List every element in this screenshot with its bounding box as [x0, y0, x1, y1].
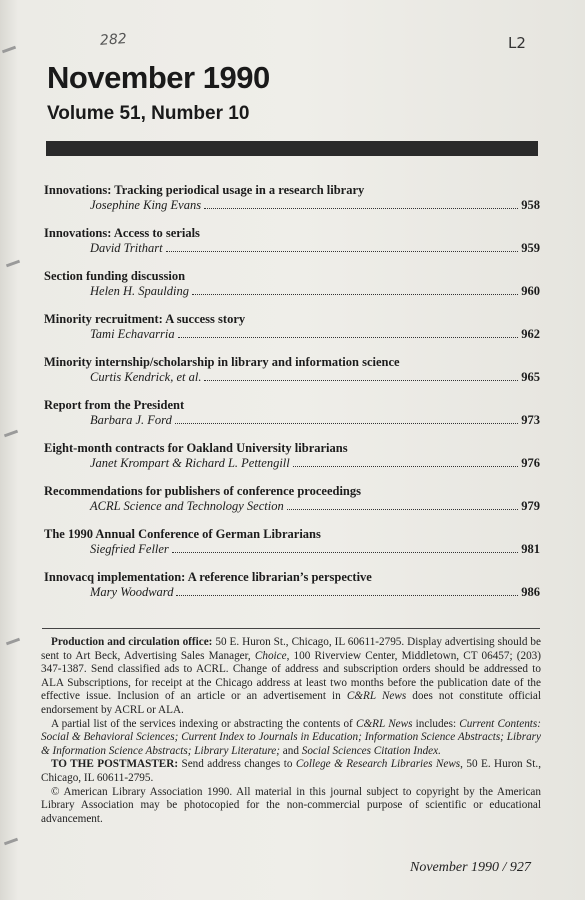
toc-entry-title: Eight-month contracts for Oakland University librarians: [44, 441, 348, 455]
leader-dots: [204, 379, 518, 381]
toc-entry-page: 962: [521, 327, 540, 341]
issue-title: November 1990: [47, 60, 270, 95]
toc-entry-page: 958: [521, 198, 540, 212]
leader-dots: [166, 250, 519, 252]
indexing-services: Current Contents: Social & Behavioral Sciences; Current Index to Journals in Education; Information Science Abstracts; Library & Information Science Abstracts; Library Literature;: [41, 717, 541, 757]
toc-entry[interactable]: [0, 355, 585, 395]
toc-entry-line: [90, 542, 540, 557]
toc-entry-page: 965: [521, 370, 540, 384]
indexing-text: includes:: [412, 717, 460, 730]
leader-dots: [204, 207, 518, 209]
toc-entry-title: Minority recruitment: A success story: [44, 312, 246, 326]
binding-mark: [4, 838, 18, 846]
toc-entry-author: Janet Krompart & Richard L. Pettengill: [90, 456, 290, 470]
toc-entry[interactable]: [0, 527, 585, 567]
production-office-text: 50 E. Huron St., Chicago, IL 60611-2795. Display advertising should be sent to Art Beck, Advertising Sales Manager,: [41, 636, 541, 662]
leader-dots: [178, 336, 519, 338]
indexing-paragraph: [41, 718, 541, 759]
binding-mark: [6, 638, 20, 646]
toc-entry[interactable]: [0, 312, 585, 352]
toc-entry[interactable]: [0, 226, 585, 266]
toc-entry-title: Innovacq implementation: A reference librarian’s perspective: [44, 570, 372, 584]
toc-entry-author: Helen H. Spaulding: [90, 284, 189, 298]
leader-dots: [172, 551, 518, 553]
toc-entry-page: 981: [521, 542, 540, 556]
leader-dots: [287, 508, 519, 510]
toc-entry-line: [90, 499, 540, 514]
toc-entry-author: Siegfried Feller: [90, 542, 169, 556]
publication-info: [41, 636, 541, 826]
choice-title: Choice: [254, 649, 287, 662]
toc-entry-line: [90, 198, 540, 213]
toc-entry[interactable]: [0, 269, 585, 309]
journal-title: College & Research Libraries News: [295, 758, 461, 771]
toc-entry-page: 973: [521, 413, 540, 427]
production-office-text: , 100 Riverview Center, Middletown, CT 06457; (203) 347-1387. Send classified ads to ACRL. Change of address and subscription orders should be addressed to ALA Subscriptions, for receipt at the Chicago address at least two months before the publication date of the effective issue. Inclusion of an article or an advertisement in: [41, 649, 541, 703]
production-office-paragraph: [41, 636, 541, 718]
toc-entry-title: Innovations: Tracking periodical usage in a research library: [44, 183, 365, 197]
toc-entry-author: Josephine King Evans: [90, 198, 202, 212]
toc-entry-line: [90, 585, 540, 600]
crl-news-title: C&RL News: [346, 690, 407, 703]
leader-dots: [293, 465, 519, 467]
toc-entry-line: [90, 370, 540, 385]
toc-entry[interactable]: [0, 484, 585, 524]
toc-entry-author: David Trithart: [90, 241, 163, 255]
toc-entry-author: ACRL Science and Technology Section: [90, 499, 284, 513]
handwritten-note-left: 282: [99, 31, 128, 49]
toc-entry-title: Innovations: Access to serials: [44, 226, 200, 240]
production-office-text: does not constitute official endorsement by ACRL or ALA.: [41, 690, 541, 716]
crl-news-title: C&RL News: [355, 717, 413, 730]
toc-entry-title: Minority internship/scholarship in library and information science: [44, 355, 400, 369]
postmaster-paragraph: [41, 758, 541, 785]
leader-dots: [192, 293, 518, 295]
toc-entry-line: [90, 456, 540, 471]
toc-entry-line: [90, 241, 540, 256]
toc-entry-title: Report from the President: [44, 398, 185, 412]
toc-entry[interactable]: [0, 570, 585, 610]
toc-entry-title: The 1990 Annual Conference of German Librarians: [44, 527, 321, 541]
toc-entry-title: Recommendations for publishers of conference proceedings: [44, 484, 361, 498]
production-office-label: Production and circulation office:: [51, 636, 213, 648]
handwritten-note-right: L2: [508, 34, 526, 52]
indexing-text: and: [279, 744, 302, 757]
toc-entry-page: 986: [521, 585, 540, 599]
toc-entry-page: 959: [521, 241, 540, 255]
postmaster-text: Send address changes to: [178, 758, 296, 771]
leader-dots: [176, 594, 518, 596]
toc-entry-line: [90, 284, 540, 299]
postmaster-text: , 50 E. Huron St., Chicago, IL 60611-2795.: [41, 758, 541, 784]
header-bar: [46, 141, 538, 156]
toc-entry-author: Tami Echavarria: [90, 327, 175, 341]
toc-entry-page: 960: [521, 284, 540, 298]
toc-entry-line: [90, 327, 540, 342]
page-footer: November 1990 / 927: [410, 860, 531, 875]
divider-rule: [42, 628, 540, 629]
toc-entry[interactable]: [0, 441, 585, 481]
toc-entry-line: [90, 413, 540, 428]
postmaster-label: TO THE POSTMASTER:: [51, 758, 179, 771]
toc-entry[interactable]: [0, 183, 585, 223]
toc-entry-page: 976: [521, 456, 540, 470]
issue-volume: Volume 51, Number 10: [47, 103, 250, 124]
toc-entry-author: Barbara J. Ford: [90, 413, 172, 427]
copyright-paragraph: © American Library Association 1990. All material in this journal subject to copyright by the American Library Association may be photocopied for the non-commercial purpose of scientific or educational advancement.: [41, 785, 541, 825]
indexing-services: Social Sciences Citation Index.: [301, 744, 441, 757]
toc-entry[interactable]: [0, 398, 585, 438]
toc-entry-page: 979: [521, 499, 540, 513]
leader-dots: [175, 422, 518, 424]
toc-entry-title: Section funding discussion: [44, 269, 186, 283]
toc-entry-author: Curtis Kendrick, et al.: [90, 370, 202, 384]
indexing-text: A partial list of the services indexing or abstracting the contents of: [51, 717, 356, 730]
toc-entry-author: Mary Woodward: [90, 585, 174, 599]
binding-mark: [2, 46, 16, 54]
